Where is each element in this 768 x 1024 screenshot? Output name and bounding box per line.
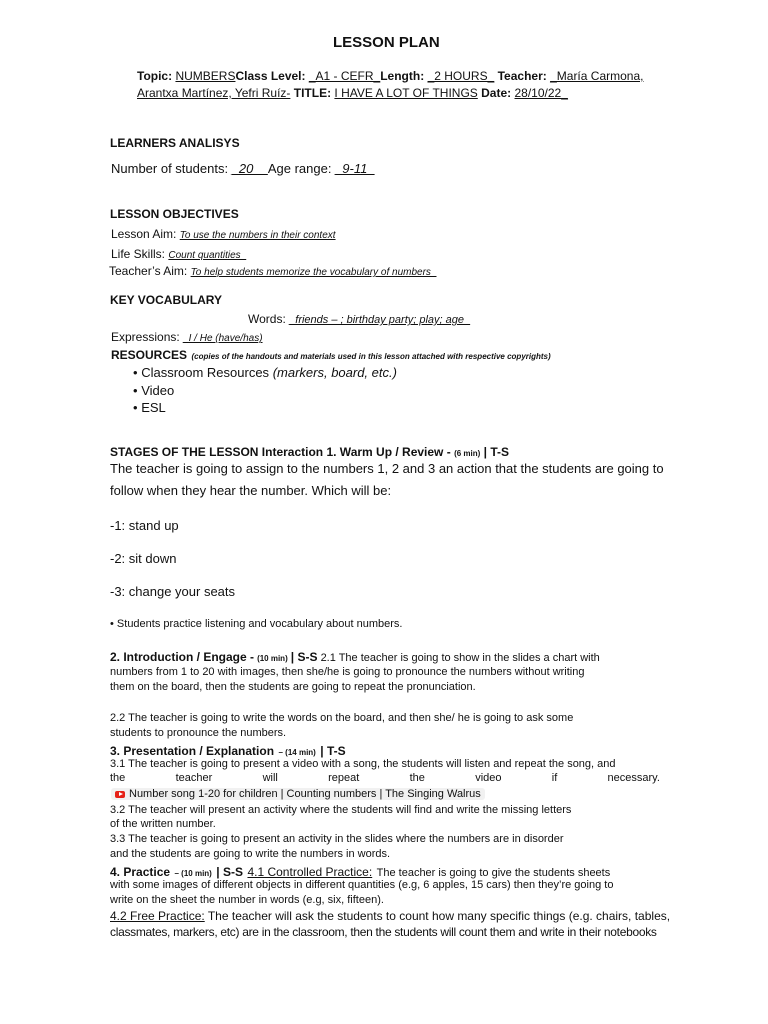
- stage3-text-line-2: [110, 772, 660, 784]
- stage1-bullet-text: Students practice listening and vocabulary about numbers.: [116, 618, 403, 630]
- stage4-text-line-3: write on the sheet the number in words (e.g, six, fifteen).: [110, 894, 384, 906]
- word: the: [110, 772, 126, 784]
- topic-value: NUMBERS: [175, 69, 236, 83]
- expressions-line: [111, 330, 263, 344]
- stage2-text-line-5: students to pronounce the numbers.: [110, 727, 287, 739]
- stage4-text-line-2: with some images of different objects in different quantities (e.g, 6 apples, 15 cars) then they’re going to: [110, 879, 614, 891]
- resources-line: [111, 346, 551, 364]
- video-link-label: Number song 1-20 for children | Counting numbers | The Singing Walrus: [129, 788, 481, 800]
- word: repeat: [328, 772, 360, 784]
- age-value: _9-11_: [335, 161, 375, 176]
- stage3-heading: 3. Presentation / Explanation: [110, 744, 275, 758]
- resource-item-label: ESL: [141, 400, 166, 415]
- lesson-aim-label: Lesson Aim:: [111, 227, 177, 241]
- stage1-heading-line: [110, 445, 509, 459]
- resources-note: (copies of the handouts and materials used in this lesson attached with respective copyrights): [191, 352, 551, 361]
- word: necessary.: [607, 772, 660, 784]
- stage3-text-line-4: of the written number.: [110, 818, 216, 830]
- words-value: _friends – ; birthday party; play; age_: [289, 314, 471, 326]
- stage2-interaction: | S-S: [290, 650, 318, 664]
- topic-label: Topic:: [137, 69, 173, 83]
- teacher-value-1: _María Carmona,: [550, 69, 644, 83]
- teacher-label: Teacher:: [497, 69, 547, 83]
- resource-item-esl: [133, 400, 166, 415]
- stage4-heading: 4. Practice: [110, 865, 171, 879]
- stage2-text-line-1: 2.1 The teacher is going to show in the slides a chart with: [320, 652, 600, 664]
- resource-item-note: (markers, board, etc.): [272, 365, 397, 380]
- students-line: [111, 161, 375, 176]
- word: teacher: [175, 772, 213, 784]
- bullet-icon: •: [133, 365, 138, 380]
- words-label: Words:: [248, 312, 286, 326]
- teacher-aim-value: To help students memorize the vocabulary of numbers_: [190, 267, 437, 278]
- stage2-time: (10 min): [257, 654, 288, 663]
- lesson-aim-line: [111, 227, 336, 241]
- resource-item-label: Video: [141, 383, 175, 398]
- stage1-action-1: -1: stand up: [110, 518, 179, 533]
- teacher-value-2: Arantxa Martínez, Yefri Ruíz-: [137, 86, 291, 100]
- students-value: _20__: [231, 161, 268, 176]
- stage4-time: – (10 min): [174, 869, 212, 878]
- stage2-text-line-2: numbers from 1 to 20 with images, then she/he is going to pronounce the numbers without writing: [110, 666, 585, 678]
- stage1-text-line-1: The teacher is going to assign to the numbers 1, 2 and 3 an action that the students are going to: [110, 461, 664, 476]
- expressions-label: Expressions:: [111, 330, 180, 344]
- objectives-heading: LESSON OBJECTIVES: [110, 207, 239, 221]
- stage3-time: – (14 min): [278, 748, 316, 757]
- life-skills-value: Count quantities_: [168, 250, 247, 261]
- stage1-time: (6 min): [454, 449, 481, 458]
- stage3-interaction: | T-S: [320, 744, 346, 758]
- teacher-aim-line: [109, 264, 436, 278]
- resources-heading: RESOURCES: [111, 348, 188, 362]
- free-practice-text: The teacher will ask the students to count how many specific things (e.g. chairs, tables,: [207, 909, 671, 923]
- word: video: [475, 772, 502, 784]
- stage4-text-line-5: classmates, markers, etc) are in the classroom, then the students will count them and write in their notebooks: [110, 925, 657, 939]
- stage4-free-line: [110, 909, 670, 923]
- resource-item-video: [133, 383, 174, 398]
- expressions-value: _I / He (have/has): [183, 333, 263, 344]
- bullet-icon: •: [133, 383, 138, 398]
- date-value: 28/10/22_: [514, 86, 568, 100]
- teacher-aim-label: Teacher’s Aim:: [109, 264, 188, 278]
- word: if: [551, 772, 558, 784]
- title-value: I HAVE A LOT OF THINGS: [334, 86, 478, 100]
- resource-item-label: Classroom Resources: [141, 365, 270, 380]
- stage1-action-3: -3: change your seats: [110, 584, 236, 599]
- length-value: _2 HOURS_: [427, 69, 495, 83]
- stage3-text-line-5: 3.3 The teacher is going to present an activity in the slides where the numbers are in disorder: [110, 833, 564, 845]
- class-level-value: _A1 - CEFR_: [308, 69, 381, 83]
- stage1-action-2: -2: sit down: [110, 551, 177, 566]
- date-label: Date:: [481, 86, 512, 100]
- stage3-text-line-3: 3.2 The teacher will present an activity where the students will find and write the missing letters: [110, 804, 572, 816]
- controlled-practice-text: The teacher is going to give the students sheets: [376, 867, 611, 879]
- header-line-1: [137, 69, 643, 83]
- free-practice-label: 4.2 Free Practice:: [110, 909, 205, 923]
- controlled-practice-label: 4.1 Controlled Practice:: [247, 865, 373, 879]
- learners-heading: LEARNERS ANALISYS: [110, 136, 240, 150]
- word: will: [262, 772, 278, 784]
- length-label: Length:: [380, 69, 425, 83]
- class-level-label: Class Level:: [235, 69, 306, 83]
- age-label: Age range:: [267, 161, 332, 176]
- youtube-icon: [115, 791, 125, 798]
- bullet-icon: •: [110, 618, 114, 630]
- students-label: Number of students:: [111, 161, 229, 176]
- stage3-text-line-6: and the students are going to write the numbers in words.: [110, 848, 391, 860]
- stage1-interaction: | T-S: [483, 445, 510, 459]
- bullet-icon: •: [133, 400, 138, 415]
- lesson-aim-value: To use the numbers in their context: [179, 230, 336, 241]
- title-label: TITLE:: [293, 86, 332, 100]
- resource-item-classroom: [133, 365, 397, 380]
- stage2-heading-line: [110, 650, 600, 664]
- stage1-bullet: [110, 618, 402, 630]
- page-title: LESSON PLAN: [333, 34, 440, 51]
- life-skills-line: [111, 247, 246, 261]
- stage1-text-line-2: follow when they hear the number. Which will be:: [110, 483, 392, 498]
- stage2-text-line-4: 2.2 The teacher is going to write the words on the board, and then she/ he is going to ask some: [110, 712, 574, 724]
- stage2-heading: 2. Introduction / Engage -: [110, 650, 254, 664]
- word: the: [409, 772, 425, 784]
- life-skills-label: Life Skills:: [111, 247, 166, 261]
- header-line-2: [137, 86, 568, 100]
- video-link[interactable]: [111, 788, 485, 800]
- stage3-text-line-1: 3.1 The teacher is going to present a video with a song, the students will listen and repeat the song, and: [110, 758, 616, 770]
- vocabulary-heading: KEY VOCABULARY: [110, 293, 223, 307]
- stage2-text-line-3: them on the board, then the students are going to repeat the pronunciation.: [110, 681, 476, 693]
- stage1-heading: STAGES OF THE LESSON Interaction 1. Warm Up / Review -: [110, 445, 451, 459]
- stage4-interaction: | S-S: [216, 865, 243, 879]
- words-line: [248, 312, 470, 326]
